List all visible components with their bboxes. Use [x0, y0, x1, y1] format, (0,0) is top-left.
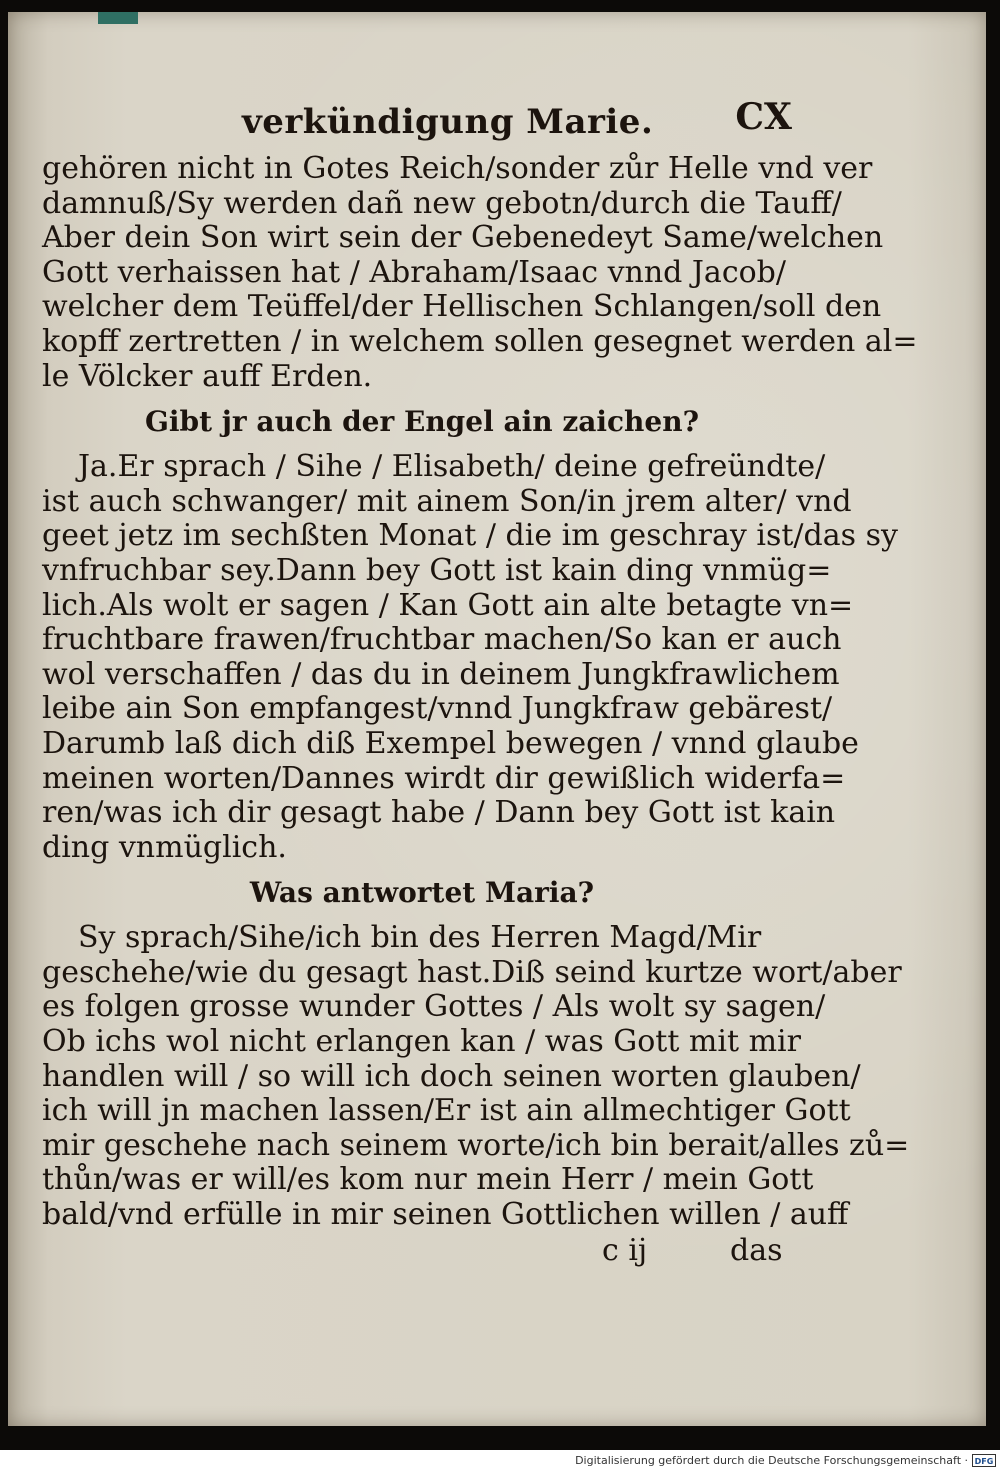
signature-mark: c ij	[602, 1232, 648, 1268]
text-line: gehören nicht in Gotes Reich/sonder zůr Helle vnd ver	[42, 151, 873, 186]
folio-number: CX	[735, 96, 792, 138]
catchword: das	[730, 1232, 783, 1268]
text-line: geet jetz im sechßten Monat / die im geschray ist/das sy	[42, 518, 898, 554]
paragraph-3	[42, 920, 910, 1233]
funding-footer	[0, 1450, 1000, 1472]
text-line: geschehe/wie du gesagt hast.Diß seind kurtze wort/aber	[42, 954, 902, 990]
paragraph-1	[42, 151, 918, 394]
text-line: Darumb laß dich diß Exempel bewegen / vnnd glaube	[42, 725, 859, 761]
text-line: welcher dem Teüffel/der Hellischen Schlangen/soll den	[42, 289, 882, 325]
page-header	[42, 96, 802, 152]
text-line: meinen worten/Dannes wirdt dir gewißlich widerfa=	[42, 760, 846, 796]
text-line: mir geschehe nach seinem worte/ich bin berait/alles zů=	[42, 1127, 910, 1163]
text-line: Sy sprach/Sihe/ich bin des Herren Magd/Mir	[78, 920, 762, 956]
text-line: ich will jn machen lassen/Er ist ain allmechtiger Gott	[42, 1093, 851, 1129]
page-foot	[42, 1233, 802, 1269]
text-line: bald/vnd erfülle in mir seinen Gottlichen willen / auff	[42, 1197, 849, 1233]
text-line: lich.Als wolt er sagen / Kan Gott ain alte betagte vn=	[42, 587, 854, 623]
text-line: thůn/was er will/es kom nur mein Herr / mein Gott	[42, 1162, 814, 1198]
text-line: Gott verhaissen hat / Abraham/Isaac vnnd Jacob/	[42, 254, 786, 290]
question-heading-2: Was antwortet Maria?	[249, 876, 595, 910]
text-line: ding vnmüglich.	[42, 829, 287, 865]
text-line: Aber dein Son wirt sein der Gebenedeyt Same/welchen	[42, 220, 884, 256]
page-tab-marker	[98, 12, 138, 24]
text-line: Ja.Er sprach / Sihe / Elisabeth/ deine gefreündte/	[78, 449, 826, 485]
text-line: ist auch schwanger/ mit ainem Son/in jrem alter/ vnd	[42, 483, 852, 519]
text-line: handlen will / so will ich doch seinen worten glauben/	[42, 1058, 861, 1094]
page-text	[42, 96, 918, 1269]
dfg-logo-icon: DFG	[972, 1454, 996, 1467]
text-line: leibe ain Son empfangest/vnnd Jungkfraw gebärest/	[42, 691, 833, 727]
running-head: verkündigung Marie.	[242, 102, 654, 142]
paragraph-2	[42, 449, 898, 865]
text-line: ren/was ich dir gesagt habe / Dann bey Gott ist kain	[42, 795, 836, 831]
book-page	[8, 12, 986, 1426]
question-heading-1: Gibt jr auch der Engel ain zaichen?	[144, 405, 699, 439]
text-line: damnuß/Sy werden dañ new gebotn/durch die Tauff/	[42, 185, 842, 221]
text-line: Ob ichs wol nicht erlangen kan / was Gott mit mir	[42, 1024, 801, 1060]
text-line: fruchtbare frawen/fruchtbar machen/So kan er auch	[42, 622, 842, 658]
text-line: es folgen grosse wunder Gottes / Als wolt sy sagen/	[42, 989, 826, 1025]
text-line: wol verschaffen / das du in deinem Jungkfrawlichem	[42, 656, 840, 692]
text-line: le Völcker auff Erden.	[42, 358, 373, 394]
text-line: kopff zertretten / in welchem sollen gesegnet werden al=	[42, 323, 918, 359]
funding-note: Digitalisierung gefördert durch die Deutsche Forschungsgemeinschaft ·	[575, 1454, 968, 1467]
text-line: vnfruchbar sey.Dann bey Gott ist kain ding vnmüg=	[42, 552, 832, 588]
